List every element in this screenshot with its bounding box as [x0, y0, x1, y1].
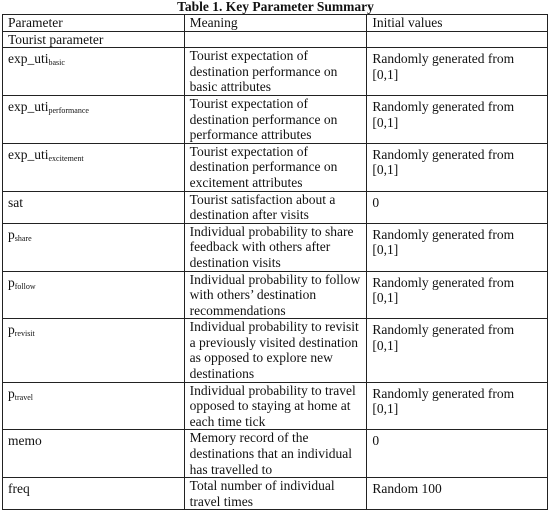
parameter-subscript: revisit [14, 329, 35, 339]
table-header-row [3, 15, 548, 32]
table-caption: Table 1. Key Parameter Summary [177, 0, 374, 14]
section-empty-cell [367, 31, 548, 48]
parameter-cell [3, 191, 185, 223]
parameter-cell [3, 430, 185, 478]
table-row [3, 95, 548, 143]
parameter-table [2, 14, 548, 510]
initial-value-cell: 0 [367, 430, 548, 478]
table-row [3, 48, 548, 96]
meaning-cell: Individual probability to follow with others’ destination recommendations [184, 271, 367, 319]
parameter-cell [3, 319, 185, 382]
parameter-name: p [8, 322, 15, 338]
initial-value-cell: Random 100 [367, 478, 548, 510]
parameter-name: exp_uti [8, 146, 49, 162]
table-row [3, 223, 548, 271]
meaning-cell: Tourist expectation of destination performance on basic attributes [184, 48, 367, 96]
initial-value-cell: Randomly generated from [0,1] [367, 95, 548, 143]
parameter-subscript: share [14, 233, 32, 243]
header-meaning: Meaning [184, 15, 367, 32]
parameter-name: memo [8, 433, 42, 449]
parameter-name: freq [8, 481, 30, 497]
parameter-name: p [8, 274, 15, 290]
meaning-cell: Tourist expectation of destination performance on excitement attributes [184, 143, 367, 191]
header-parameter: Parameter [3, 15, 185, 32]
initial-value-cell: Randomly generated from [0,1] [367, 48, 548, 96]
meaning-cell: Individual probability to travel opposed to staying at home at each time tick [184, 382, 367, 430]
meaning-cell: Individual probability to revisit a previously visited destination as opposed to explore new destinations [184, 319, 367, 382]
parameter-cell [3, 271, 185, 319]
parameter-subscript: excitement [48, 153, 84, 163]
initial-value-cell: 0 [367, 191, 548, 223]
table-body [3, 31, 548, 510]
table-row [3, 271, 548, 319]
section-label: Tourist parameter [3, 31, 185, 48]
table-row [3, 382, 548, 430]
table-row [3, 191, 548, 223]
parameter-name: sat [8, 194, 23, 210]
table-row [3, 143, 548, 191]
parameter-cell [3, 478, 185, 510]
initial-value-cell: Randomly generated from [0,1] [367, 223, 548, 271]
table-row [3, 478, 548, 510]
initial-value-cell: Randomly generated from [0,1] [367, 382, 548, 430]
parameter-name: exp_uti [8, 51, 49, 67]
parameter-name: exp_uti [8, 98, 49, 114]
parameter-cell [3, 382, 185, 430]
meaning-cell: Individual probability to share feedback with others after destination visits [184, 223, 367, 271]
initial-value-cell: Randomly generated from [0,1] [367, 271, 548, 319]
initial-value-cell: Randomly generated from [0,1] [367, 143, 548, 191]
section-empty-cell [184, 31, 367, 48]
parameter-cell [3, 143, 185, 191]
parameter-cell [3, 48, 185, 96]
parameter-cell [3, 223, 185, 271]
section-row [3, 31, 548, 48]
table-row [3, 430, 548, 478]
parameter-subscript: travel [14, 392, 33, 402]
parameter-subscript: performance [48, 105, 89, 115]
meaning-cell: Total number of individual travel times [184, 478, 367, 510]
initial-value-cell: Randomly generated from [0,1] [367, 319, 548, 382]
meaning-cell: Memory record of the destinations that an individual has travelled to [184, 430, 367, 478]
parameter-subscript: basic [48, 58, 65, 68]
meaning-cell: Tourist satisfaction about a destination after visits [184, 191, 367, 223]
parameter-name: p [8, 385, 15, 401]
table-row [3, 319, 548, 382]
header-initial-values: Initial values [367, 15, 548, 32]
parameter-cell [3, 95, 185, 143]
parameter-name: p [8, 226, 15, 242]
parameter-subscript: follow [14, 281, 36, 291]
meaning-cell: Tourist expectation of destination performance on performance attributes [184, 95, 367, 143]
